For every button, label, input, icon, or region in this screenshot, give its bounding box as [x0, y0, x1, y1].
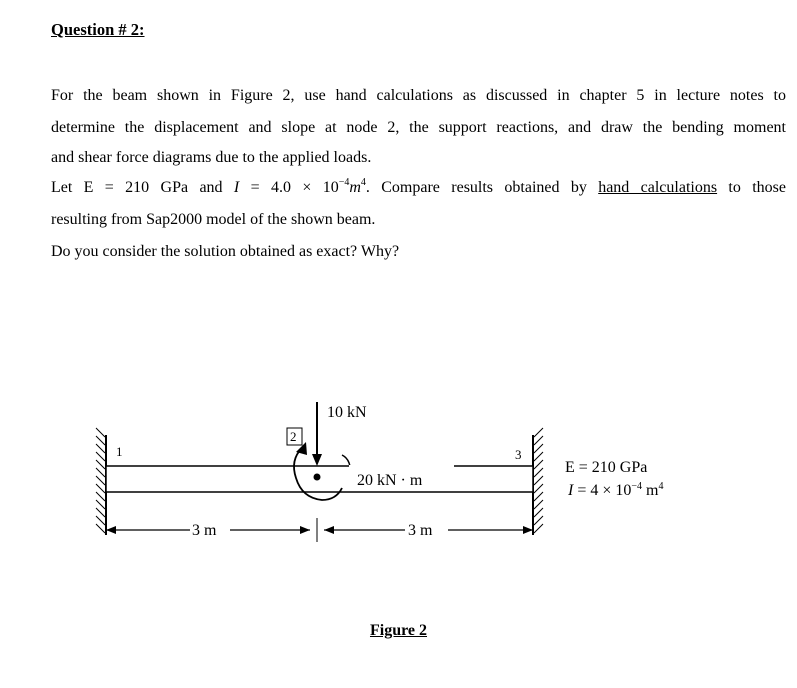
dimension-line — [106, 518, 533, 542]
I-exponent: −4 — [631, 481, 643, 492]
dim-left-label: 3 m — [192, 522, 217, 539]
question-line-5: resulting from Sap2000 model of the shown beam. — [51, 211, 376, 228]
node-1-label: 1 — [116, 444, 123, 459]
node-2-dot — [314, 474, 321, 481]
figure-caption — [0, 622, 797, 640]
left-fixed-support — [96, 428, 106, 535]
force-label: 10 kN — [327, 404, 367, 421]
line4-unit: m — [349, 179, 361, 196]
I-symbol: I — [568, 482, 574, 499]
question-line-6: Do you consider the solution obtained as exact? Why? — [51, 243, 400, 260]
line4-exponent: −4 — [338, 176, 350, 188]
I-unit-exponent: 4 — [658, 481, 664, 492]
line4-unit-exponent: 4 — [360, 176, 366, 188]
question-title: Question # 2: — [51, 20, 145, 39]
right-fixed-support — [533, 428, 543, 535]
line4-I-symbol: I — [233, 179, 240, 196]
line4-prefix: Let E = 210 GPa and — [51, 179, 234, 196]
figure-caption-text: Figure 2 — [369, 622, 428, 639]
dim-right-label: 3 m — [408, 522, 433, 539]
question-line-3: and shear force diagrams due to the applied loads. — [51, 149, 372, 166]
question-line-1: For the beam shown in Figure 2, use hand calculations as discussed in chapter 5 in lecture notes to — [51, 87, 786, 104]
moment-label: 20 kN · m — [357, 472, 423, 489]
line4-mid: = 4.0 × 10 — [239, 179, 339, 196]
I-value: = 4 × 10 — [573, 482, 632, 499]
node-3-label: 3 — [515, 447, 522, 462]
force-arrow — [312, 402, 322, 466]
question-line-2: determine the displacement and slope at node 2, the support reactions, and draw the bending moment — [51, 119, 786, 136]
E-value-label: E = 210 GPa — [565, 459, 648, 476]
line4-end: to those — [717, 179, 787, 196]
I-unit: m — [642, 482, 659, 499]
line4-after: . Compare results obtained by — [365, 179, 599, 196]
hand-calculations-link: hand calculations — [598, 179, 718, 196]
node-2-label: 2 — [290, 429, 297, 444]
I-value-label — [567, 481, 663, 499]
